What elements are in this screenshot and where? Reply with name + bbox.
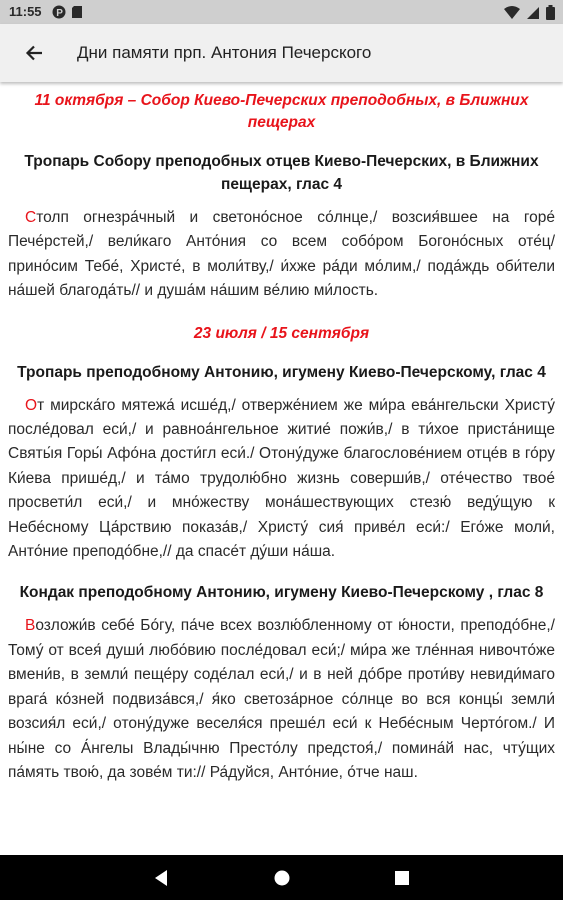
prayer-body: т мирска́го мятежа́ исше́д,/ отверже́нием же ми́ра ева́нгельски Христу́ после́довал еси́,/ и равноа́нгельное житие́ пожи́в,/ в ти́хое приста́нище Святы́я Горы́ Афо́на дости́гл еси́./ Отону́дуже благослове́нием отце́в в го́ру Ки́ева прише́д,/ и та́мо трудолю́бно жизнь соверши́в,/ оте́чество твое́ просвети́л еси́,/ и мно́жеству мона́шествующих стезю́ веду́щую к Небе́сному Ца́рствию показа́в,/ Христу́ сия́ приве́л еси́:/ Его́же моли́, Анто́ние преподо́бне,// да спасе́т ду́ши на́ша.	[8, 396, 555, 561]
back-button[interactable]	[14, 33, 54, 73]
prayer-body: толп огнезра́чный и светоно́сное со́лнце,/ возсия́вшее на горе́ Пече́рстей,/ вели́каго Анто́ния со всем собо́ром Богоно́сных оте́ц/ прино́сим Тебе́, Христе́, в моли́тву,/ и́хже ра́ди мо́лим,/ пода́ждь оби́тели на́шей благода́ть// и душа́м на́шим ве́лию ми́лость.	[8, 209, 555, 300]
drop-initial: С	[25, 209, 37, 226]
drop-initial: В	[25, 617, 36, 635]
status-right-icons	[504, 5, 555, 20]
battery-icon	[546, 5, 555, 20]
feast-date-heading: 23 июля / 15 сентября	[193, 324, 370, 342]
feast-date-heading: 11 октября – Собор Киево-Печерских преподобных, в Ближних пещерах	[34, 92, 529, 131]
content-area[interactable]	[0, 82, 563, 855]
troparion-title: Тропарь преподобному Антонию, игумену Киево-Печерскому, глас 4	[17, 363, 546, 381]
status-time: 11:55	[9, 4, 42, 19]
home-circle-icon[interactable]	[271, 867, 293, 889]
system-nav-bar	[0, 855, 563, 900]
wifi-icon	[504, 6, 520, 20]
back-triangle-icon[interactable]	[151, 867, 173, 889]
signal-icon	[526, 6, 540, 20]
recents-square-icon[interactable]	[391, 867, 413, 889]
prayer-body: озложи́в себе́ Бо́гу, па́че всех возлю́бленному от ю́ности, преподо́бне,/ Тому́ от всея́ души́ любо́вию после́довал еси́;/ ми́ра же тле́нная нивочто́же вмени́в, в земли́ пеще́ру соде́лал еси́,/ и в ней до́бре проти́ву невиди́маго врага́ ко́зней подвиза́вся,/ я́ко светоза́рное со́лнце во вся концы́ земли́ возсия́л еси́,/ отону́дуже веселя́ся преше́л еси́ к Небе́сным Черто́гом./ И ны́не со А́нгелы Влады́чню Престо́лу предстоя́,/ помина́й нас, чту́щих па́мять твою́, да зове́м ти:// Ра́дуйся, Анто́ние, о́тче наш.	[8, 617, 555, 781]
sd-card-icon	[71, 5, 83, 19]
troparion-title: Тропарь Собору преподобных отцев Киево-Печерских, в Ближних пещерах, глас 4	[24, 153, 539, 193]
status-left-icons	[52, 5, 83, 19]
kontakion-text	[8, 614, 555, 785]
page-title: Дни памяти прп. Антония Печерского	[77, 43, 372, 62]
status-bar	[0, 0, 563, 24]
svg-text:P: P	[56, 7, 63, 19]
troparion-text	[8, 394, 555, 565]
p-circle-icon	[52, 5, 66, 19]
drop-initial: О	[25, 396, 38, 414]
app-bar	[0, 24, 563, 82]
arrow-back-icon	[25, 45, 43, 61]
kontakion-title: Кондак преподобному Антонию, игумену Киево-Печерскому , глас 8	[19, 584, 544, 602]
troparion-text	[8, 206, 555, 304]
